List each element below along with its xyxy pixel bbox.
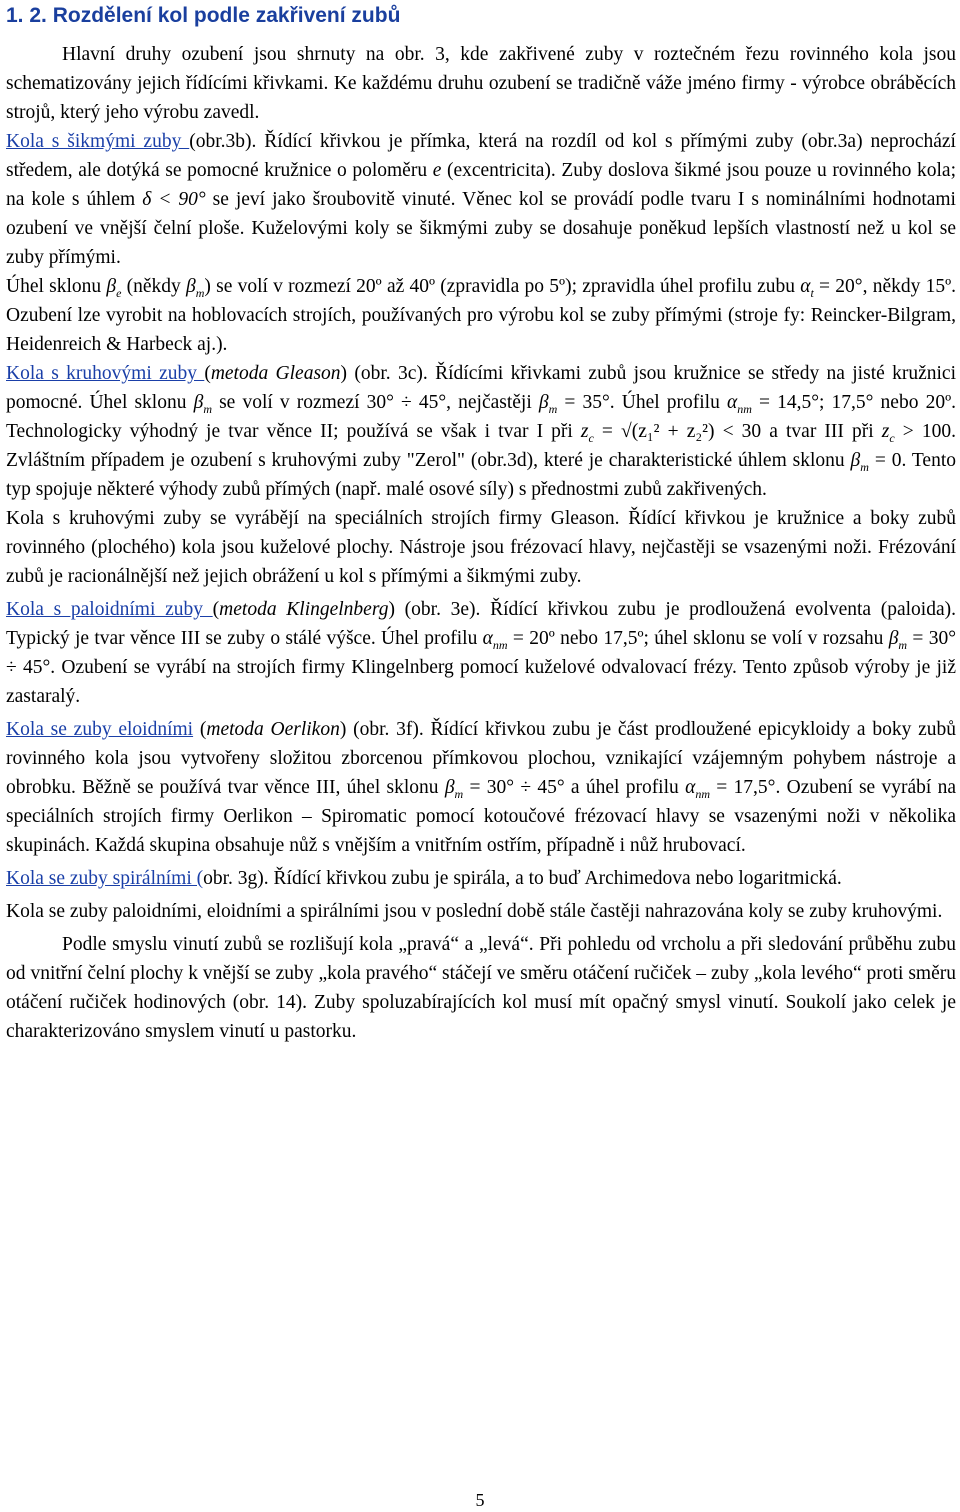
paloid-paragraph: [6, 595, 956, 711]
subscript: e: [116, 286, 122, 300]
text-run: (excentricita). Zuby doslova šikmé jsou pouze u rovinného kola; na kole s úhlem: [6, 160, 956, 210]
spiral-bevel-paragraph: [6, 359, 956, 504]
symbol-z: z: [580, 421, 589, 442]
symbol-alpha: α: [800, 276, 811, 297]
symbol-beta: β: [193, 392, 204, 413]
subscript: m: [860, 460, 869, 474]
text-run: = 17,5°. Ozubení se vyrábí na speciálních strojích firmy Oerlikon – Spiromatic pomocí kotoučové frézovací hlavy se vsazenými noži v několika skupinách. Každá skupina obsahuje nůž s vnějším a vnitřním ostřím, případně i nůž hrubovací.: [6, 777, 956, 856]
symbol-beta: β: [888, 628, 899, 649]
text-run: Úhel sklonu: [6, 276, 107, 297]
symbol-beta: β: [106, 276, 117, 297]
text-run: = 0. Tento typ spojuje některé výhody zubů přímých (např. malé osové síly) s přednostmi zubů zakřivených.: [6, 450, 956, 500]
spiral-teeth-link[interactable]: Kola se zuby spirálními (: [6, 868, 204, 889]
replacement-paragraph: Kola se zuby paloidními, eloidními a spirálními jsou v poslední době stále častěji nahrazována koly se zuby kruhovými.: [6, 901, 943, 922]
symbol-alpha: α: [726, 392, 738, 413]
symbol-z: z: [881, 421, 890, 442]
text-run: (: [204, 363, 211, 384]
subscript: m: [195, 286, 205, 300]
text-run: (obr.3b). Řídící křivkou je přímka, která na rozdíl od kol s přímými zuby (obr.3a) neprochází středem, ale dotýká se pomocné kružnice o poloměru: [6, 131, 956, 181]
intro-paragraph: Hlavní druhy ozubení jsou shrnuty na obr. 3, kde zakřivené zuby v roztečném řezu rovinného kola jsou schematizovány jejich řídícími křivkami. Ke každému druhu ozubení se tradičně váže jméno firmy - výrobce obráběcích strojů, který jeho výrobu zavedl.: [6, 44, 956, 123]
subscript: nm: [695, 787, 710, 801]
formula-value: = 20°: [813, 276, 863, 297]
method-name: metoda Klingelnberg: [219, 599, 389, 620]
symbol-alpha: α: [482, 628, 493, 649]
text-run: (: [212, 599, 220, 620]
eloid-teeth-link[interactable]: Kola se zuby eloidními: [6, 719, 194, 740]
text-run: se volí v rozmezí 30° ÷ 45°, nejčastěji: [211, 392, 539, 413]
symbol-beta: β: [538, 392, 549, 413]
text-run: = 20º nebo 17,5º; úhel sklonu se volí v rozsahu: [507, 628, 889, 649]
text-run: > 100. Zvláštním případem je ozubení s kruhovými zuby "Zerol" (obr.3d), které je charakteristické úhlem sklonu: [6, 421, 956, 471]
subscript: nm: [492, 638, 508, 652]
text-run: se jeví jako šroubovitě vinuté. Věnec kol se provádí podle tvaru I s nominálními hodnotami ozubení ve vnější čelní ploše. Kuželovými koly se šikmými zuby se dosahuje poněkud lepších vlastností než u kol se zuby přímými.: [6, 189, 956, 268]
formula-value: = √(z₁² + z₂²) < 30 a tvar III při: [593, 421, 882, 442]
text-run: (někdy: [121, 276, 187, 297]
spiral-paragraph: [6, 864, 956, 893]
text-run: = 30° ÷ 45°. Ozubení se vyrábí na strojích firmy Klingelnberg pomocí kuželové odvalovací frézy. Tento způsob výroby je již zastaralý.: [6, 628, 957, 707]
paloid-teeth-link[interactable]: Kola s paloidními zuby: [6, 599, 213, 620]
text-run: = 30° ÷ 45° a úhel profilu: [463, 777, 686, 798]
helix-angle-paragraph: [6, 272, 956, 359]
text-run: = 14,5°; 17,5° nebo 20º. Technologicky výhodný je tvar věnce II; používá se však i tvar I při: [6, 392, 956, 442]
page-number: 5: [475, 1490, 485, 1510]
helical-gears-link[interactable]: Kola s šikmými zuby: [6, 131, 190, 152]
formula-delta: δ < 90°: [142, 189, 206, 210]
subscript: t: [810, 286, 814, 300]
gleason-paragraph: Kola s kruhovými zuby se vyrábějí na speciálních strojích firmy Gleason. Řídící křivkou je kružnice a boky zubů rovinného (plochého) kola jsou kuželové plochy. Nástroje jsou frézovací hlavy, nejčastěji se vsazenými noži. Frézování zubů je racionálnější než jejich obrážení u kol s přímými a šikmými zuby.: [6, 508, 956, 587]
symbol-beta: β: [186, 276, 196, 297]
section-heading: 1. 2. Rozdělení kol podle zakřivení zubů: [6, 4, 401, 27]
helical-gears-paragraph: [6, 127, 956, 272]
subscript: m: [454, 787, 464, 801]
method-name: metoda Oerlikon: [206, 719, 340, 740]
method-name: metoda Gleason: [210, 363, 341, 384]
circular-teeth-link[interactable]: Kola s kruhovými zuby: [6, 363, 205, 384]
symbol-e: e: [432, 160, 442, 181]
subscript: m: [203, 402, 212, 416]
text-run: ) se volí v rozmezí 20º až 40º (zpravidla po 5º); zpravidla úhel profilu zubu: [204, 276, 801, 297]
subscript: nm: [737, 402, 752, 416]
subscript: c: [588, 431, 594, 445]
subscript: m: [898, 638, 908, 652]
symbol-alpha: α: [685, 777, 696, 798]
text-run: ) (obr. 3c). Řídícími křivkami zubů jsou kružnice se středy na jisté kružnici pomocné. Úhel sklonu: [6, 363, 956, 413]
symbol-beta: β: [850, 450, 861, 471]
eloid-paragraph: [6, 715, 956, 860]
text-run: ) (obr. 3e). Řídící křivkou zubu je prodloužená evolventa (paloida). Typický je tvar věnce III se zuby o stálé výšce. Úhel profilu: [6, 599, 956, 649]
subscript: m: [548, 402, 558, 416]
text-run: , někdy 15º. Ozubení lze vyrobit na hoblovacích strojích, používaných pro výrobu kol se zuby přímými (stroje fy: Reincker-Bilgram, Heidenreich & Harbeck aj.).: [6, 276, 957, 355]
winding-direction-paragraph: Podle smyslu vinutí zubů se rozlišují kola „pravá“ a „levá“. Při pohledu od vrcholu a při sledování průběhu zubu od vnitřní čelní plochy k vnější se zuby „kola pravého“ stáčejí ve směru otáčení ručiček – zuby „kola levého“ proti směru otáčení ručiček hodinových (obr. 14). Zuby spoluzabírajících kol musí mít opačný smysl vinutí. Soukolí jako celek je charakterizováno smyslem vinutí u pastorku.: [6, 934, 956, 1042]
text-run: ) (obr. 3f). Řídící křivkou zubu je část prodloužené epicykloidy a boky zubů rovinného kola jsou vytvořeny složitou zborcenou přímkovou plochou, vznikající vzájemným pohybem nástroje a obrobku. Běžně se používá tvar věnce III, úhel sklonu: [6, 719, 956, 798]
text-run: obr. 3g). Řídící křivkou zubu je spirála, a to buď Archimedova nebo logaritmická.: [203, 868, 842, 889]
text-run: = 35°. Úhel profilu: [557, 392, 727, 413]
subscript: c: [889, 431, 895, 445]
text-run: (: [193, 719, 207, 740]
symbol-beta: β: [444, 777, 455, 798]
document-page: [6, 0, 956, 1046]
